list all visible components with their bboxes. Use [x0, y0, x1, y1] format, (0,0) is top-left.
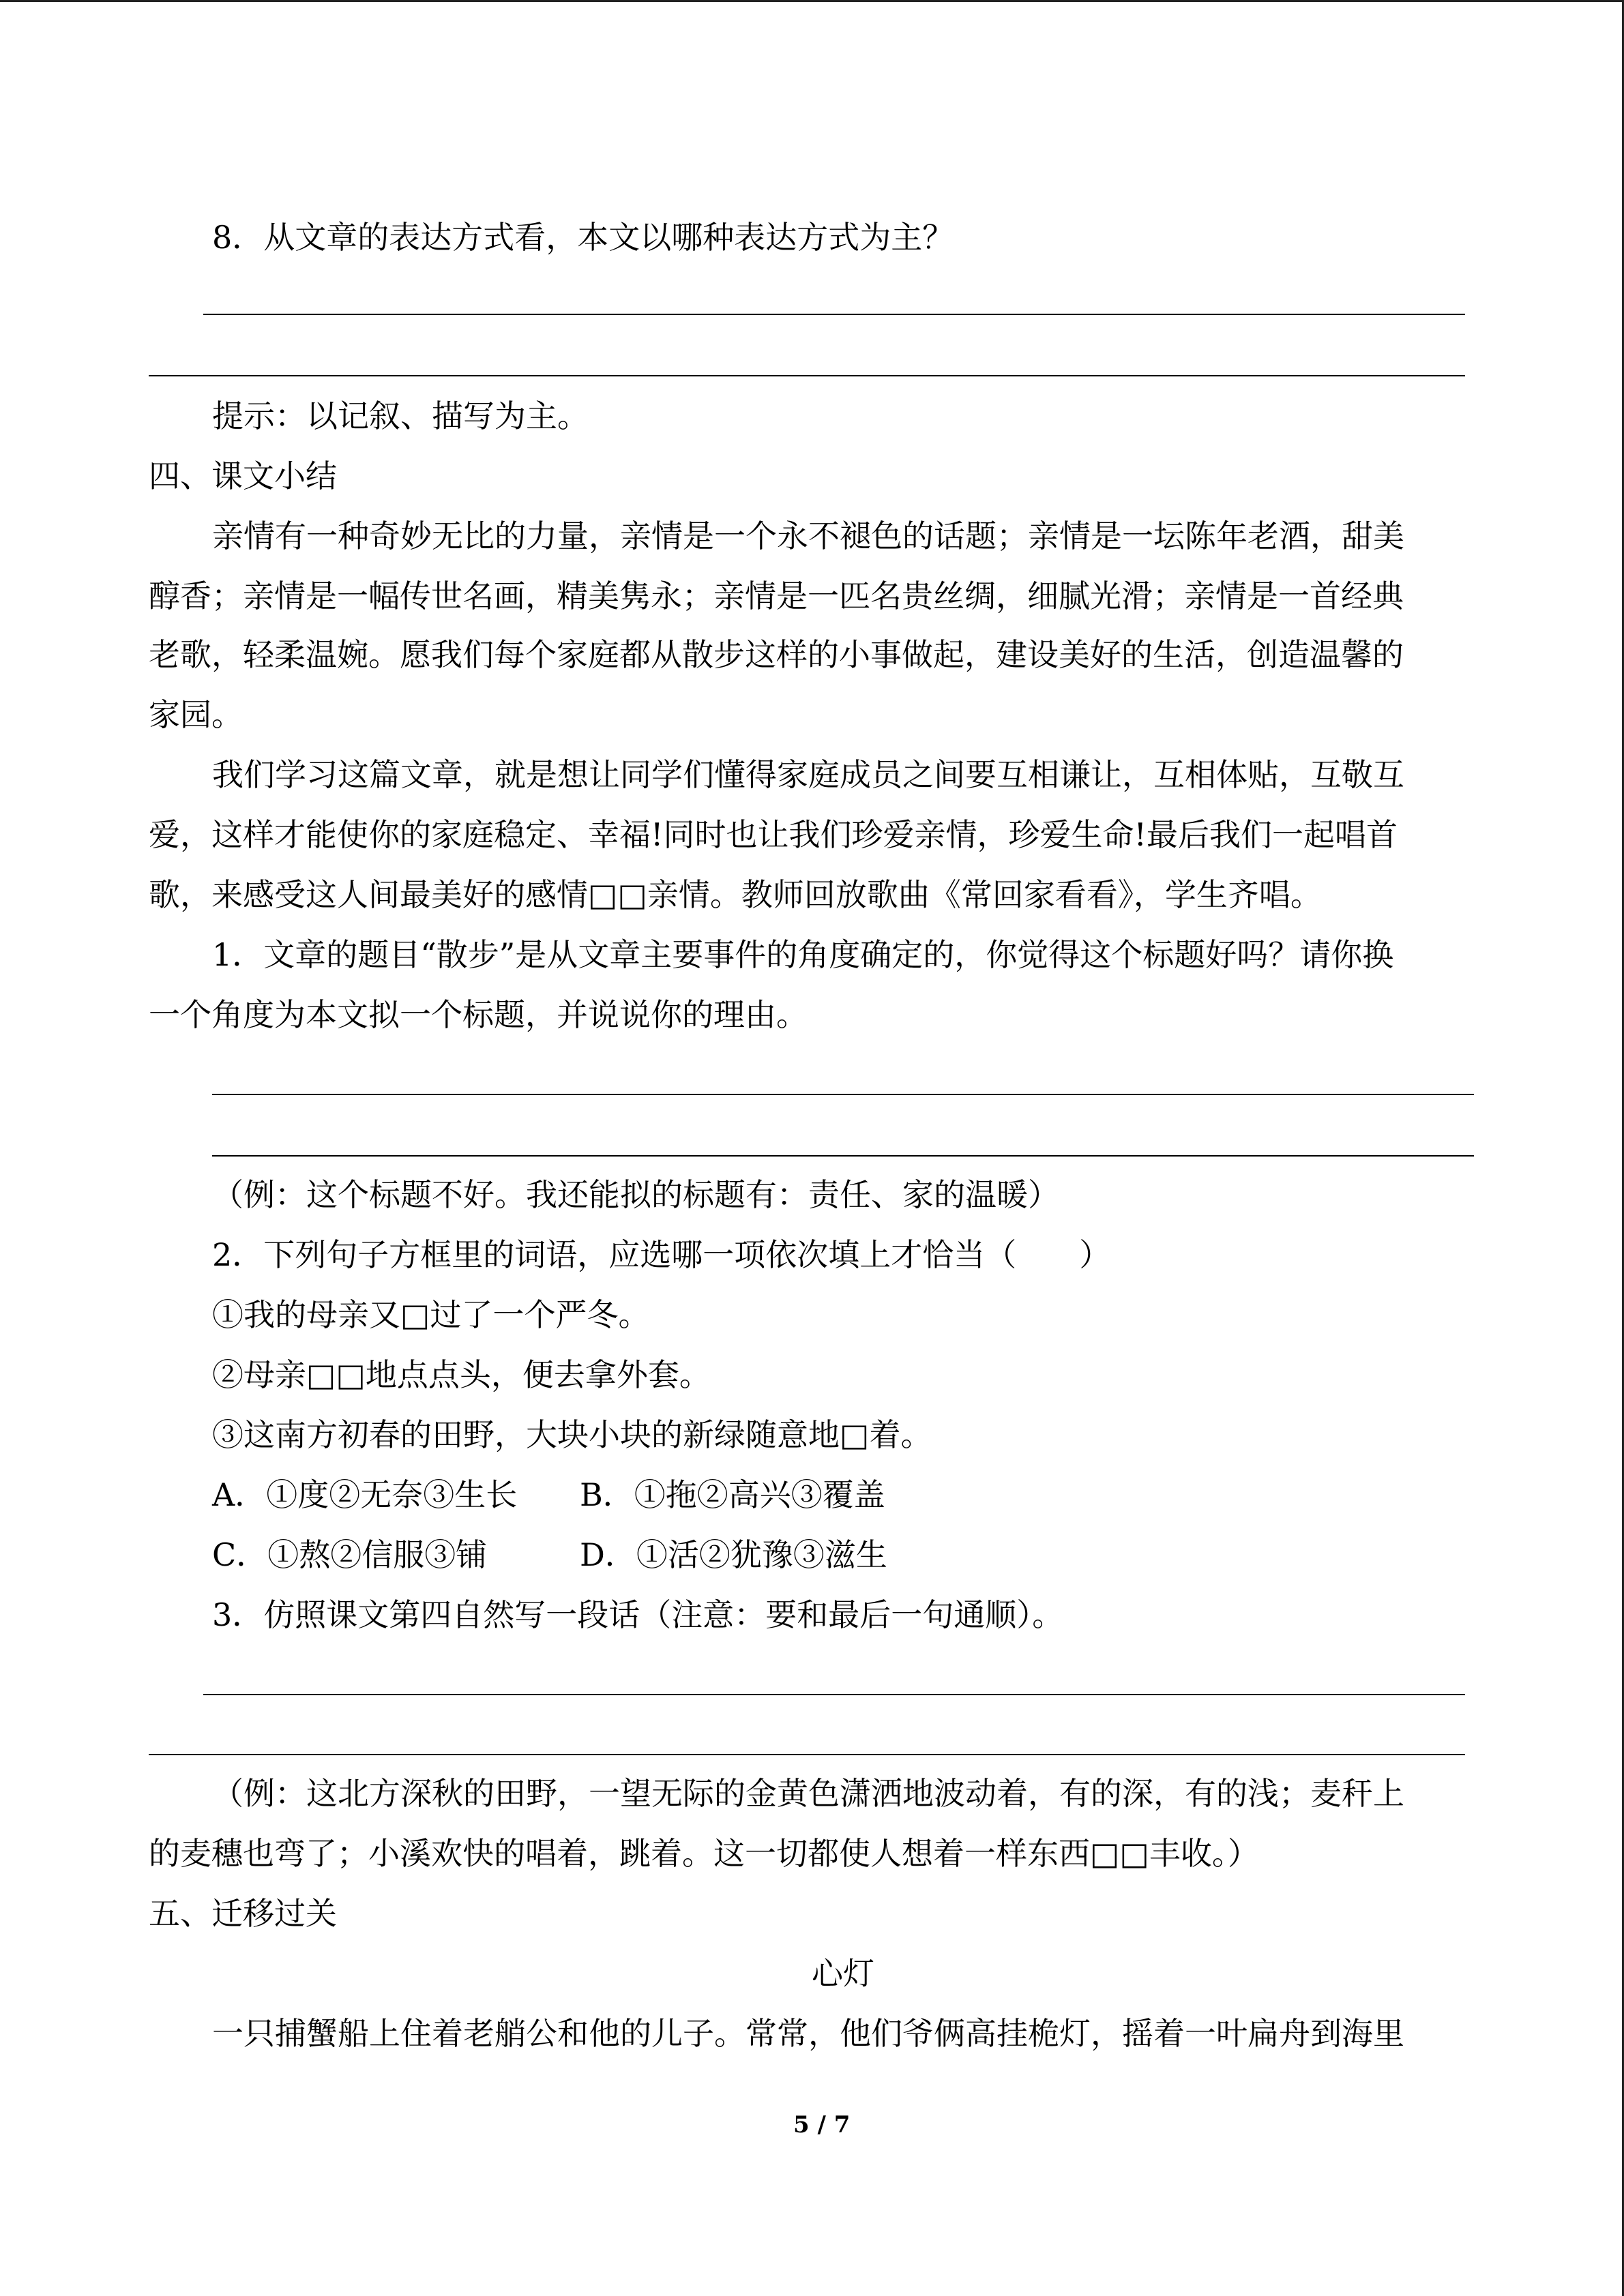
- answer-line: [149, 1754, 1465, 1755]
- question-2-sentence-1: ①我的母亲又□过了一个严冬。: [212, 1296, 650, 1333]
- question-8-hint: 提示：以记叙、描写为主。: [212, 398, 589, 434]
- summary-para-1-line-4: 家园。: [149, 696, 243, 733]
- answer-line: [149, 375, 1465, 376]
- question-2-sentence-2: ②母亲□□地点点头，便去拿外套。: [212, 1356, 711, 1393]
- question-3-answer-line-1: （例：这北方深秋的田野，一望无际的金黄色潇洒地波动着，有的深，有的浅；麦秆上: [212, 1775, 1404, 1812]
- question-8: 8．从文章的表达方式看，本文以哪种表达方式为主？: [212, 219, 954, 256]
- answer-line: [203, 1694, 1465, 1695]
- question-2-option-b: B．①拖②高兴③覆盖: [580, 1476, 885, 1513]
- question-1-answer: （例：这个标题不好。我还能拟的标题有：责任、家的温暖）: [212, 1176, 1059, 1213]
- answer-line: [212, 1155, 1474, 1157]
- summary-para-1-line-1: 亲情有一种奇妙无比的力量，亲情是一个永不褪色的话题；亲情是一坛陈年老酒，甜美: [212, 518, 1404, 554]
- question-3: 3．仿照课文第四自然写一段话（注意：要和最后一句通顺）。: [212, 1596, 1064, 1633]
- section-4-title: 四、课文小结: [149, 458, 337, 494]
- question-1-line-2: 一个角度为本文拟一个标题，并说说你的理由。: [149, 996, 808, 1033]
- question-1-line-1: 1．文章的题目“散步”是从文章主要事件的角度确定的，你觉得这个标题好吗？请你换: [212, 936, 1394, 973]
- question-2-option-d: D．①活②犹豫③滋生: [580, 1536, 887, 1573]
- summary-para-2-line-3: 歌，来感受这人间最美好的感情□□亲情。教师回放歌曲《常回家看看》，学生齐唱。: [149, 876, 1322, 913]
- question-2-sentence-3: ③这南方初春的田野，大块小块的新绿随意地□着。: [212, 1416, 932, 1453]
- page-border-top: [0, 0, 1624, 2]
- summary-para-2-line-1: 我们学习这篇文章，就是想让同学们懂得家庭成员之间要互相谦让，互相体贴，互敬互: [212, 756, 1404, 793]
- answer-line: [212, 1094, 1474, 1095]
- summary-para-1-line-2: 醇香；亲情是一幅传世名画，精美隽永；亲情是一匹名贵丝绸，细腻光滑；亲情是一首经典: [149, 578, 1404, 614]
- story-line-1: 一只捕蟹船上住着老艄公和他的儿子。常常，他们爷俩高挂桅灯，摇着一叶扁舟到海里: [212, 2015, 1404, 2052]
- page-number: 5 / 7: [793, 2111, 851, 2138]
- question-2: 2．下列句子方框里的词语，应选哪一项依次填上才恰当（ ）: [212, 1236, 1111, 1273]
- summary-para-1-line-3: 老歌，轻柔温婉。愿我们每个家庭都从散步这样的小事做起，建设美好的生活，创造温馨的: [149, 636, 1404, 673]
- story-title: 心灯: [812, 1955, 874, 1992]
- question-3-answer-line-2: 的麦穗也弯了；小溪欢快的唱着，跳着。这一切都使人想着一样东西□□丰收。）: [149, 1835, 1259, 1872]
- question-2-option-a: A．①度②无奈③生长: [212, 1476, 518, 1513]
- question-2-option-c: C．①熬②信服③铺: [212, 1536, 488, 1573]
- section-5-title: 五、迁移过关: [149, 1895, 337, 1932]
- summary-para-2-line-2: 爱，这样才能使你的家庭稳定、幸福!同时也让我们珍爱亲情，珍爱生命!最后我们一起唱首: [149, 816, 1398, 853]
- answer-line: [203, 314, 1465, 315]
